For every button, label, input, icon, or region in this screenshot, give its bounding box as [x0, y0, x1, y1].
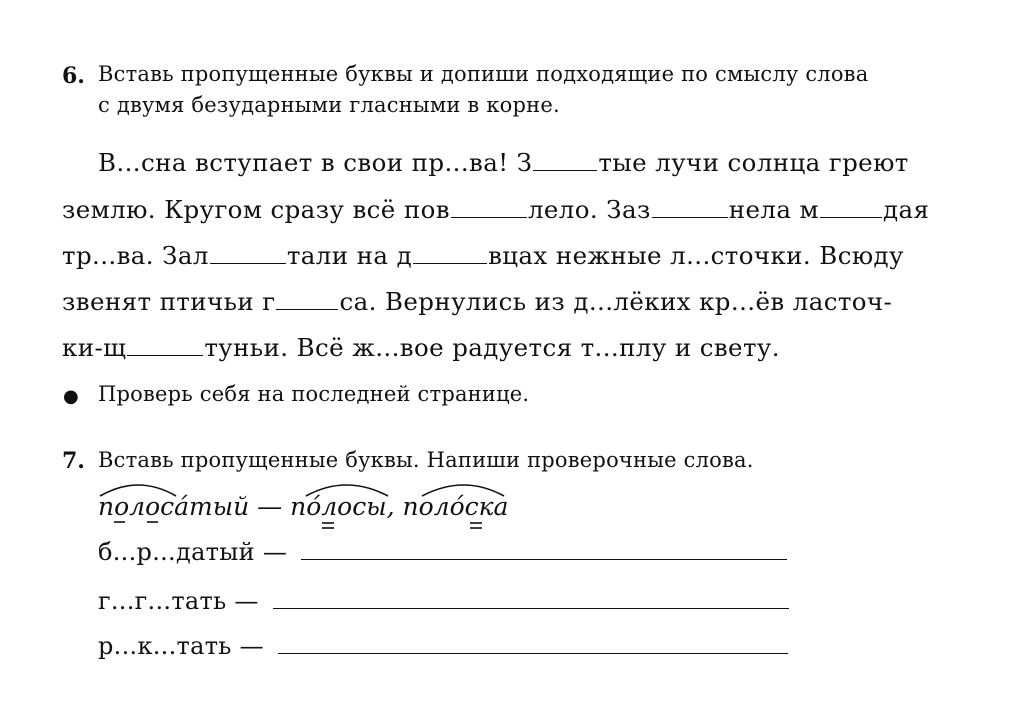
text-segment: В...сна вступает в свои пр...ва! З: [98, 148, 533, 177]
self-check-note: Проверь себя на последней странице.: [98, 382, 530, 406]
example-dash: —: [257, 492, 283, 521]
example-check-word-1: по́лосы,: [290, 492, 395, 521]
task-6-instruction-line-2: с двумя безударными гласными в корне.: [98, 93, 560, 117]
root-arc-icon: [100, 485, 176, 496]
task-6-instruction-line-1: Вставь пропущенные буквы и допиши подходящие по смыслу слова: [98, 62, 869, 86]
text-segment: тр...ва. Зал: [62, 241, 209, 270]
answer-line[interactable]: [301, 559, 787, 560]
text-segment: нела м: [728, 195, 819, 224]
task-7-row-3: [98, 632, 788, 660]
task-7-row-2: [98, 587, 789, 615]
task-6-number: 6.: [62, 63, 85, 89]
text-segment: вцах нежные л...сточки. Всюду: [488, 241, 904, 270]
root-arc-icon: [422, 485, 504, 496]
example-word: полоса́тый: [98, 492, 250, 521]
text-segment: звенят птичьи г: [62, 287, 276, 316]
task-7-row-1: [98, 538, 787, 566]
text-segment: землю. Кругом сразу всё пов: [62, 195, 450, 224]
answer-line[interactable]: [273, 608, 789, 609]
root-arc-icon: [306, 485, 388, 496]
answer-line[interactable]: [278, 653, 788, 654]
task-7-word: б...р...датый —: [98, 538, 288, 566]
task-7-word: г...г...тать —: [98, 587, 259, 615]
text-segment: тали на д: [286, 241, 413, 270]
text-segment: туньи. Всё ж...вое радуется т...плу и свету.: [204, 333, 780, 362]
task-7-number: 7.: [62, 448, 85, 474]
text-segment: са. Вернулись из д...лёких кр...ёв ласточ-: [339, 287, 893, 316]
bullet-icon: ●: [63, 386, 79, 407]
task-7-word: р...к...тать —: [98, 632, 264, 660]
text-segment: тые лучи солнца греют: [598, 148, 909, 177]
task-7-instruction: Вставь пропущенные буквы. Напиши проверочные слова.: [98, 448, 754, 472]
example-check-word-2: поло́ска: [402, 492, 509, 521]
text-segment: лело. Заз: [527, 195, 651, 224]
text-segment: дая: [882, 195, 930, 224]
text-segment: ки-щ: [62, 333, 127, 362]
